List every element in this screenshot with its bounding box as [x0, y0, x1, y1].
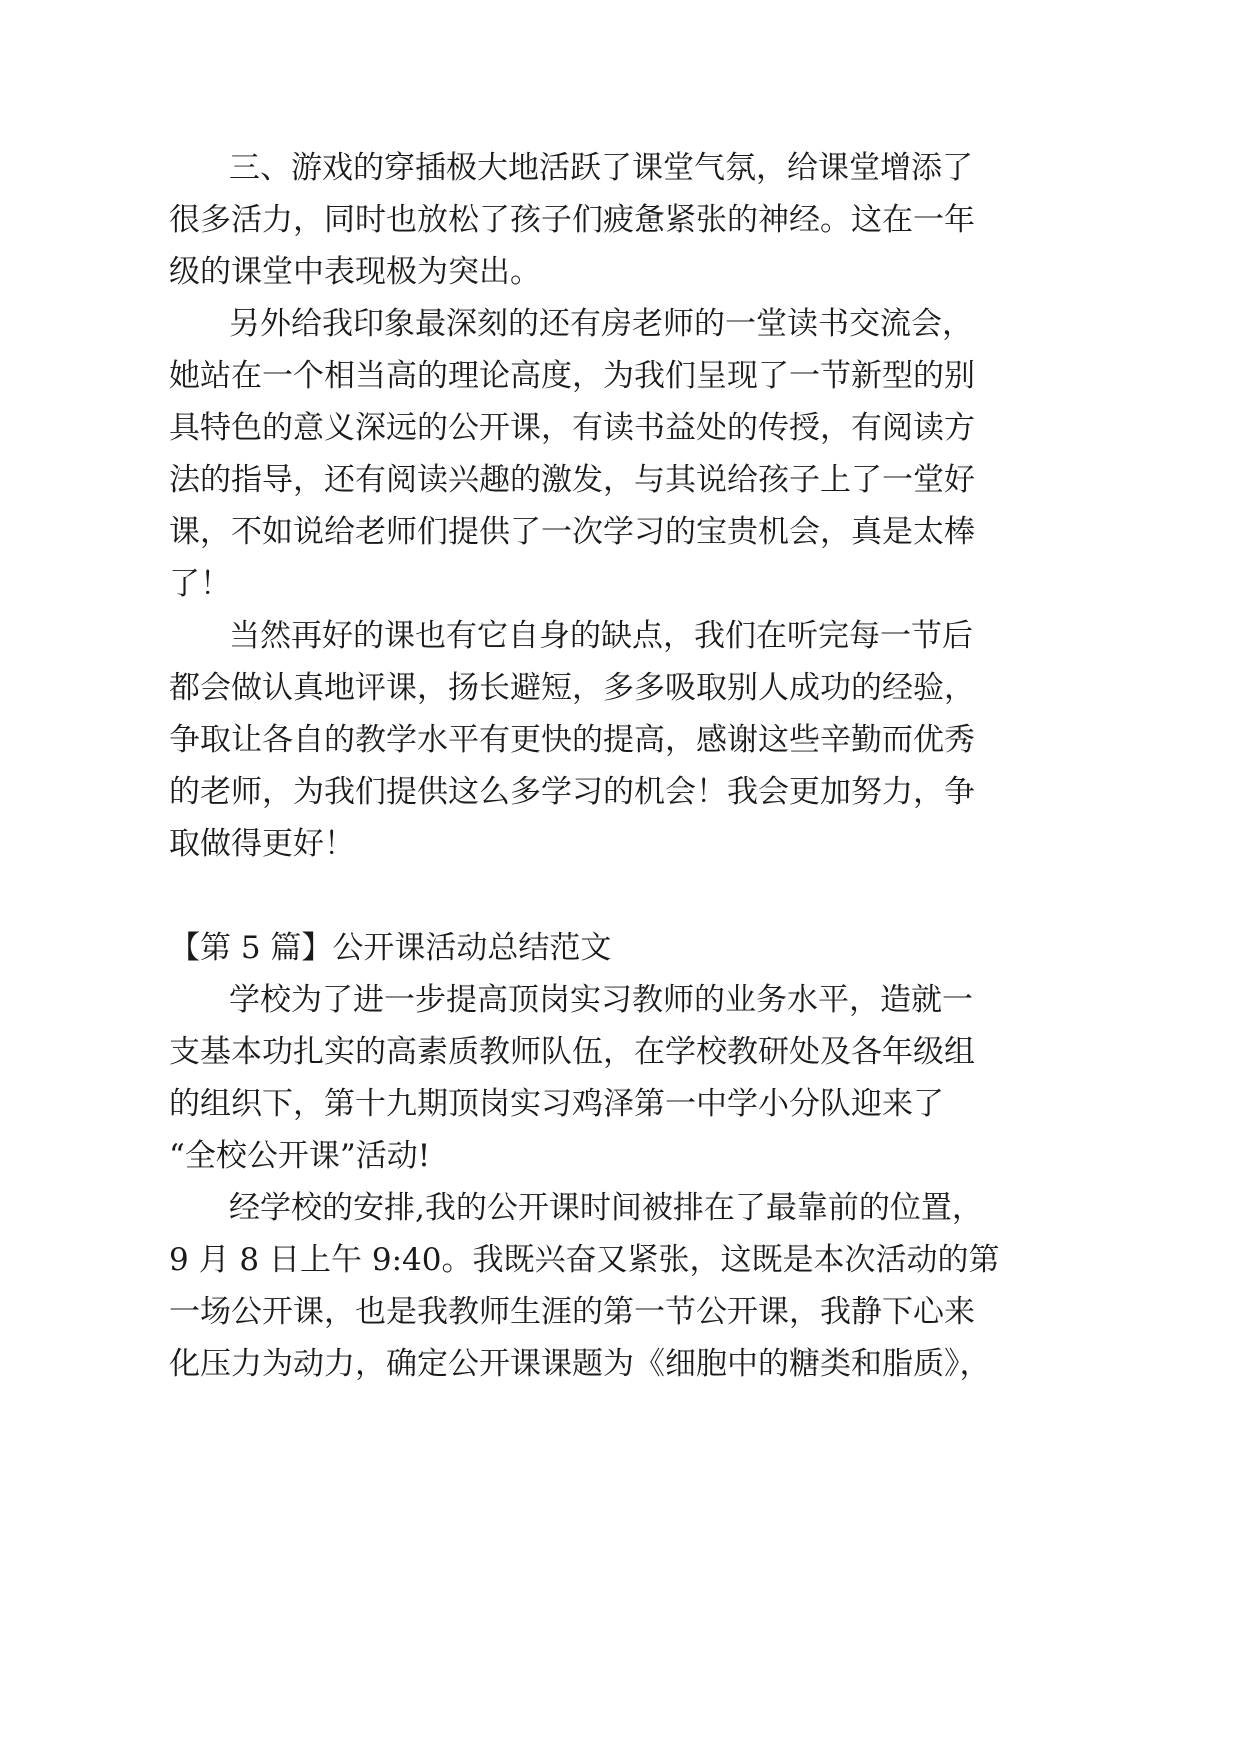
paragraph-line: [229, 980, 973, 1020]
paragraph-line: [169, 564, 231, 604]
paragraph-5-line-1: 经学校的安排,我的公开课时间被排在了最靠前的位置，: [229, 1190, 983, 1226]
paragraph-5-line-2: 9 月 8 日上午 9:40。我既兴奋又紧张，这既是本次活动的第: [169, 1242, 1000, 1278]
paragraph-5-line-4: 化压力为动力，确定公开课课题为《细胞中的糖类和脂质》，: [169, 1346, 991, 1382]
paragraph-line: [169, 356, 975, 396]
paragraph-3-line-4: 的老师，为我们提供这么多学习的机会！我会更加努力，争: [169, 774, 975, 810]
paragraph-3-line-3: 争取让各自的教学水平有更快的提高，感谢这些辛勤而优秀: [169, 722, 975, 758]
paragraph-line: [169, 1240, 999, 1280]
paragraph-line: [229, 148, 973, 188]
paragraph-2-line-6: 了！: [169, 566, 231, 602]
paragraph-2-line-5: 课，不如说给老师们提供了一次学习的宝贵机会，真是太棒: [169, 514, 975, 550]
paragraph-1-line-1: 三、游戏的穿插极大地活跃了课堂气氛，给课堂增添了: [229, 150, 973, 186]
paragraph-line: [169, 460, 975, 500]
paragraph-line: [169, 1292, 975, 1332]
paragraph-line: [169, 408, 975, 448]
paragraph-2-line-1: 另外给我印象最深刻的还有房老师的一堂读书交流会，: [229, 306, 973, 342]
paragraph-1-line-2: 很多活力，同时也放松了孩子们疲惫紧张的神经。这在一年: [169, 202, 975, 238]
section-heading-text: 【第 5 篇】公开课活动总结范文: [169, 930, 612, 966]
paragraph-4-line-3: 的组织下，第十九期顶岗实习鸡泽第一中学小分队迎来了: [169, 1086, 944, 1122]
paragraph-line: [169, 772, 975, 812]
paragraph-line: [169, 1032, 975, 1072]
paragraph-line: [169, 1344, 991, 1384]
paragraph-1-line-3: 级的课堂中表现极为突出。: [169, 254, 541, 290]
paragraph-line: [169, 200, 975, 240]
paragraph-3-line-5: 取做得更好！: [169, 826, 355, 862]
paragraph-line: [169, 1084, 944, 1124]
paragraph-line: [169, 252, 541, 292]
paragraph-4-line-1: 学校为了进一步提高顶岗实习教师的业务水平，造就一: [229, 982, 973, 1018]
paragraph-2-line-3: 具特色的意义深远的公开课，有读书益处的传授，有阅读方: [169, 410, 975, 446]
paragraph-2-line-2: 她站在一个相当高的理论高度，为我们呈现了一节新型的别: [169, 358, 975, 394]
paragraph-line: [229, 1188, 983, 1228]
paragraph-line: [229, 616, 973, 656]
paragraph-2-line-4: 法的指导，还有阅读兴趣的激发，与其说给孩子上了一堂好: [169, 462, 975, 498]
paragraph-3-line-2: 都会做认真地评课，扬长避短，多多吸取别人成功的经验，: [169, 670, 975, 706]
section-heading: [169, 928, 611, 968]
paragraph-3-line-1: 当然再好的课也有它自身的缺点，我们在听完每一节后: [229, 618, 973, 654]
paragraph-line: [169, 824, 355, 864]
paragraph-5-line-3: 一场公开课，也是我教师生涯的第一节公开课，我静下心来: [169, 1294, 975, 1330]
paragraph-line: [169, 668, 975, 708]
paragraph-line: [229, 304, 973, 344]
paragraph-line: [169, 1136, 430, 1176]
paragraph-4-line-4: “全校公开课”活动!: [169, 1138, 431, 1174]
paragraph-4-line-2: 支基本功扎实的高素质教师队伍，在学校教研处及各年级组: [169, 1034, 975, 1070]
paragraph-line: [169, 512, 975, 552]
paragraph-line: [169, 720, 975, 760]
